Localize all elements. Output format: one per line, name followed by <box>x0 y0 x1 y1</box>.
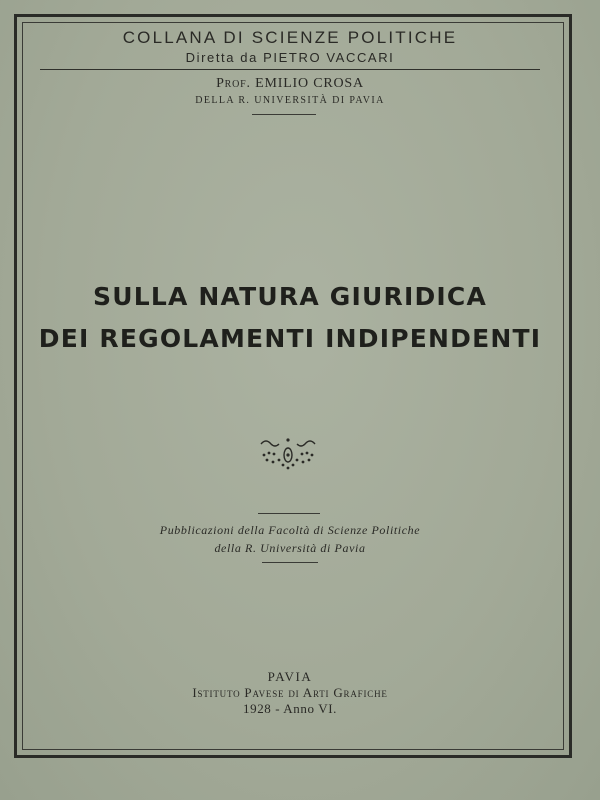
publication-date: 1928 - Anno VI. <box>243 701 337 716</box>
publication-city: PAVIA <box>267 669 313 684</box>
author-divider <box>252 114 316 115</box>
author-name: Prof. EMILIO CROSA <box>216 76 364 91</box>
header-divider <box>40 69 540 70</box>
decorative-ornament-icon <box>255 436 321 472</box>
publication-note-line-2: della R. Università di Pavia <box>214 541 366 555</box>
series-title: COLLANA DI SCIENZE POLITICHE <box>122 28 458 47</box>
publication-note-line-1: Pubblicazioni della Facoltà di Scienze Politiche <box>159 523 421 537</box>
book-title-line-1: SULLA NATURA GIURIDICA <box>92 282 488 311</box>
series-director: Diretta da PIETRO VACCARI <box>185 50 395 65</box>
cover-inner-border <box>22 22 564 750</box>
author-affiliation: DELLA R. UNIVERSITÀ DI PAVIA <box>195 95 385 106</box>
publisher-name: Istituto Pavese di Arti Grafiche <box>192 685 388 700</box>
publication-divider-top <box>258 513 320 514</box>
book-title-line-2: DEI REGOLAMENTI INDIPENDENTI <box>38 324 542 353</box>
publication-divider-bottom <box>262 562 318 563</box>
